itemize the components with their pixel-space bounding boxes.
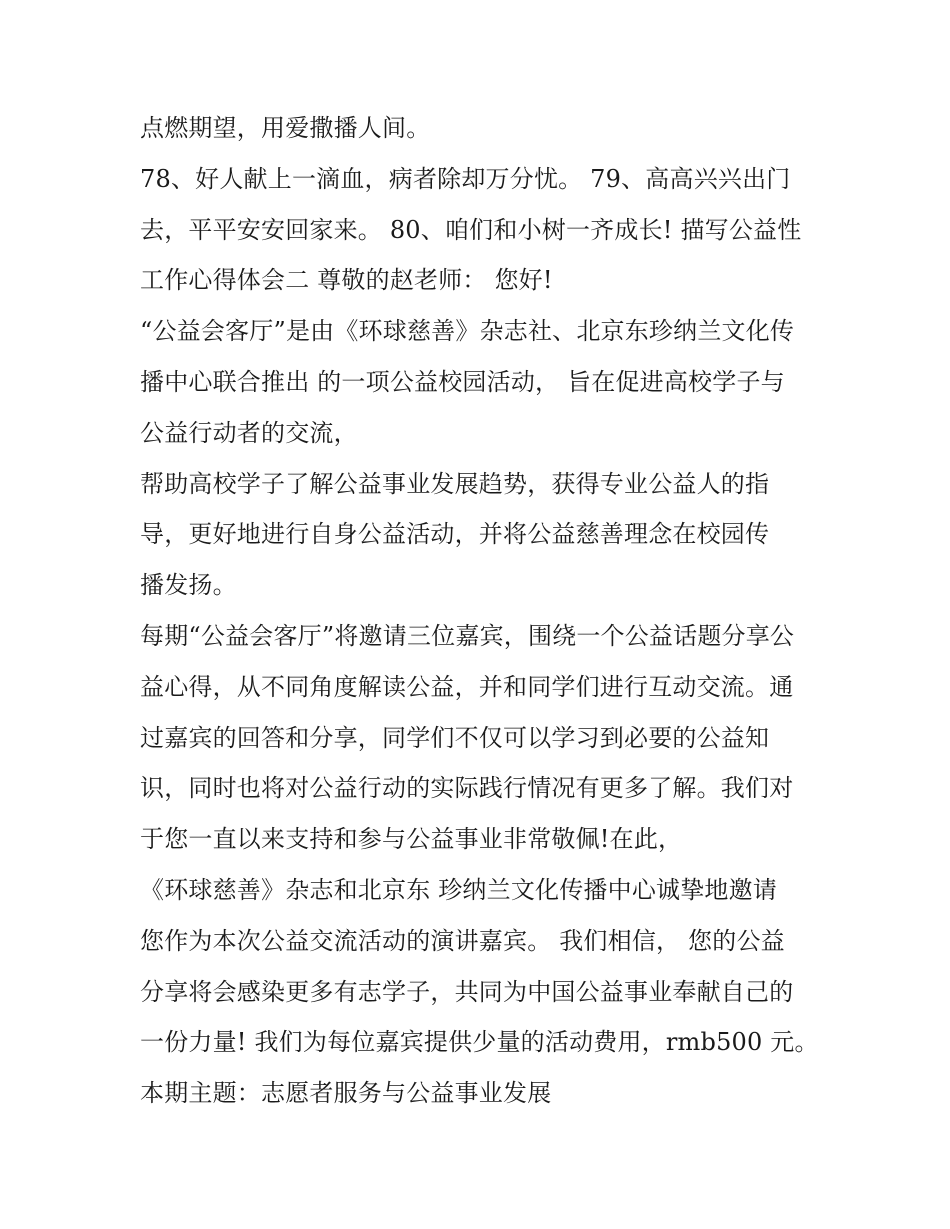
- text-line: 《环球慈善》杂志和北京东 珍纳兰文化传播中心诚挚地邀请: [140, 875, 778, 904]
- text-line: 每期“公益会客厅”将邀请三位嘉宾，围绕一个公益话题分享公: [140, 621, 795, 650]
- text-line: 工作心得体会二 尊敬的赵老师： 您好!: [140, 266, 553, 295]
- text-line: 过嘉宾的回答和分享，同学们不仅可以学习到必要的公益知: [140, 723, 770, 752]
- text-line: 您作为本次公益交流活动的演讲嘉宾。 我们相信， 您的公益: [140, 926, 785, 955]
- text-line: 益心得，从不同角度解读公益，并和同学们进行互动交流。通: [140, 672, 794, 701]
- text-line: 于您一直以来支持和参与公益事业非常敬佩!在此，: [140, 825, 683, 854]
- text-line: 点燃期望，用爱撒播人间。: [140, 114, 431, 142]
- text-line: 去，平平安安回家来。 80、咱们和小树一齐成长! 描写公益性: [140, 215, 802, 244]
- document-body: [140, 103, 820, 1119]
- text-line: 导，更好地进行自身公益活动，并将公益慈善理念在校园传: [140, 520, 770, 549]
- text-line: “公益会客厅”是由《环球慈善》杂志社、北京东珍纳兰文化传: [140, 317, 795, 346]
- text-line: 分享将会感染更多有志学子，共同为中国公益事业奉献自己的: [140, 977, 794, 1006]
- text-line: 识，同时也将对公益行动的实际践行情况有更多了解。我们对: [140, 774, 794, 803]
- text-line: 播发扬。: [140, 571, 237, 600]
- text-line: 公益行动者的交流，: [140, 418, 358, 447]
- text-line: 一份力量! 我们为每位嘉宾提供少量的活动费用，rmb500 元。: [140, 1028, 819, 1057]
- text-line: 帮助高校学子了解公益事业发展趋势，获得专业公益人的指: [140, 469, 770, 498]
- text-line: 78、好人献上一滴血，病者除却万分忧。 79、高高兴兴出门: [140, 164, 791, 193]
- text-line: 播中心联合推出 的一项公益校园活动， 旨在促进高校学子与: [140, 367, 785, 396]
- text-line: 本期主题：志愿者服务与公益事业发展: [140, 1079, 552, 1108]
